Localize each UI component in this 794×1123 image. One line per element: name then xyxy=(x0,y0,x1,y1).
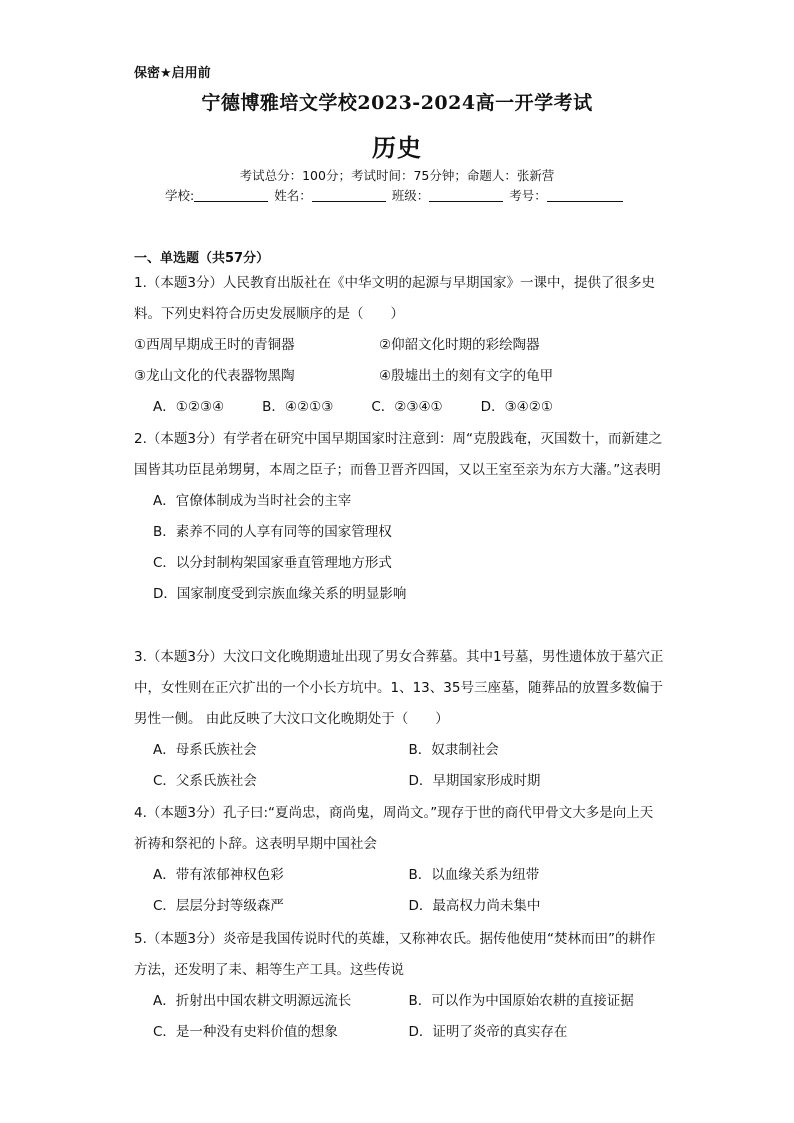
option-d[interactable]: D．证明了炎帝的真实存在 xyxy=(408,1024,568,1040)
exam-info: 考试总分：100分；考试时间：75分钟；命题人：张新营 xyxy=(239,168,555,183)
option-b[interactable]: B．以血缘关系为纽带 xyxy=(408,867,540,883)
source-list xyxy=(134,361,664,392)
option-row xyxy=(134,766,664,797)
question-stem: 2.（本题3分）有学者在研究中国早期国家时注意到：周“克殷践奄，灭国数十，而新建之国皆其功臣昆弟甥舅，本周之臣子；而鲁卫晋齐四国，又以王室至亲为东方大藩。”这表明 xyxy=(134,431,662,478)
subject-title: 历史 xyxy=(372,133,422,162)
question-stem: 4.（本题3分）孔子曰:“夏尚忠，商尚鬼，周尚文。”现存于世的商代甲骨文大多是向上天祈祷和祭祀的卜辞。这表明早期中国社会 xyxy=(134,805,654,852)
number-label: 考号： xyxy=(509,188,547,203)
option-row xyxy=(134,392,664,423)
option-b[interactable]: B．奴隶制社会 xyxy=(408,742,499,758)
option-a[interactable]: A．带有浓郁神权色彩 xyxy=(153,867,284,883)
option-b[interactable]: B．④②①③ xyxy=(262,399,334,415)
question-2 xyxy=(134,424,664,610)
section-heading: 一、单选题（共57分） xyxy=(134,251,270,266)
name-label: 姓名： xyxy=(274,188,312,203)
option-d[interactable]: D．最高权力尚未集中 xyxy=(408,898,541,914)
option-row xyxy=(134,1017,664,1048)
question-stem: 3.（本题3分）大汶口文化晚期遗址出现了男女合葬墓。其中1号墓，男性遗体放于墓穴正中，女性则在正穴扩出的一个小长方坑中。1、13、35号三座墓，随葬品的放置多数偏于男性一侧。 由此反映了大汶口文化晚期处于（ ） xyxy=(134,649,664,727)
option-row xyxy=(134,891,664,922)
option-row xyxy=(134,986,664,1017)
option-b[interactable]: B．可以作为中国原始农耕的直接证据 xyxy=(408,993,634,1009)
option-a[interactable]: A．母系氏族社会 xyxy=(153,742,257,758)
class-blank[interactable] xyxy=(429,189,503,202)
option-b[interactable]: B．素养不同的人享有同等的国家管理权 xyxy=(153,524,392,540)
option-c[interactable]: C．以分封制构架国家垂直管理地方形式 xyxy=(153,555,392,571)
name-blank[interactable] xyxy=(312,189,386,202)
school-label: 学校: xyxy=(165,188,195,203)
class-label: 班级： xyxy=(391,188,430,203)
exam-title: 宁德博雅培文学校2023-2024高一开学考试 xyxy=(201,92,593,114)
confidential-label: 保密★启用前 xyxy=(134,66,211,81)
option-a[interactable]: A．折射出中国农耕文明源远流长 xyxy=(153,993,352,1009)
option-d[interactable]: D．③④②① xyxy=(480,399,553,415)
question-1 xyxy=(134,268,664,423)
number-blank[interactable] xyxy=(547,189,623,202)
source-item: ①西周早期成王时的青铜器 xyxy=(134,337,295,353)
option-row xyxy=(134,735,664,766)
option-list xyxy=(134,486,664,610)
question-stem: 1.（本题3分）人民教育出版社在《中华文明的起源与早期国家》一课中，提供了很多史料。下列史料符合历史发展顺序的是（ ） xyxy=(134,275,655,322)
student-fields xyxy=(165,186,625,204)
source-list xyxy=(134,330,664,361)
option-a[interactable]: A．官僚体制成为当时社会的主宰 xyxy=(153,493,352,509)
option-d[interactable]: D．国家制度受到宗族血缘关系的明显影响 xyxy=(153,586,407,602)
question-4 xyxy=(134,798,664,922)
option-c[interactable]: C．是一种没有史料价值的想象 xyxy=(153,1024,338,1040)
option-c[interactable]: C．②③④① xyxy=(371,399,443,415)
source-item: ④殷墟出土的刻有文字的龟甲 xyxy=(379,368,554,384)
option-c[interactable]: C．父系氏族社会 xyxy=(153,773,257,789)
question-stem: 5.（本题3分）炎帝是我国传说时代的英雄，又称神农氏。据传他使用“焚林而田”的耕作方法，还发明了耒、耜等生产工具。这些传说 xyxy=(134,931,656,978)
option-a[interactable]: A．①②③④ xyxy=(153,399,225,415)
question-5 xyxy=(134,924,664,1048)
school-blank[interactable] xyxy=(194,189,268,202)
option-row xyxy=(134,860,664,891)
source-item: ③龙山文化的代表器物黑陶 xyxy=(134,368,295,384)
source-item: ②仰韶文化时期的彩绘陶器 xyxy=(379,337,540,353)
option-d[interactable]: D．早期国家形成时期 xyxy=(408,773,541,789)
question-3 xyxy=(134,642,664,797)
option-c[interactable]: C．层层分封等级森严 xyxy=(153,898,284,914)
